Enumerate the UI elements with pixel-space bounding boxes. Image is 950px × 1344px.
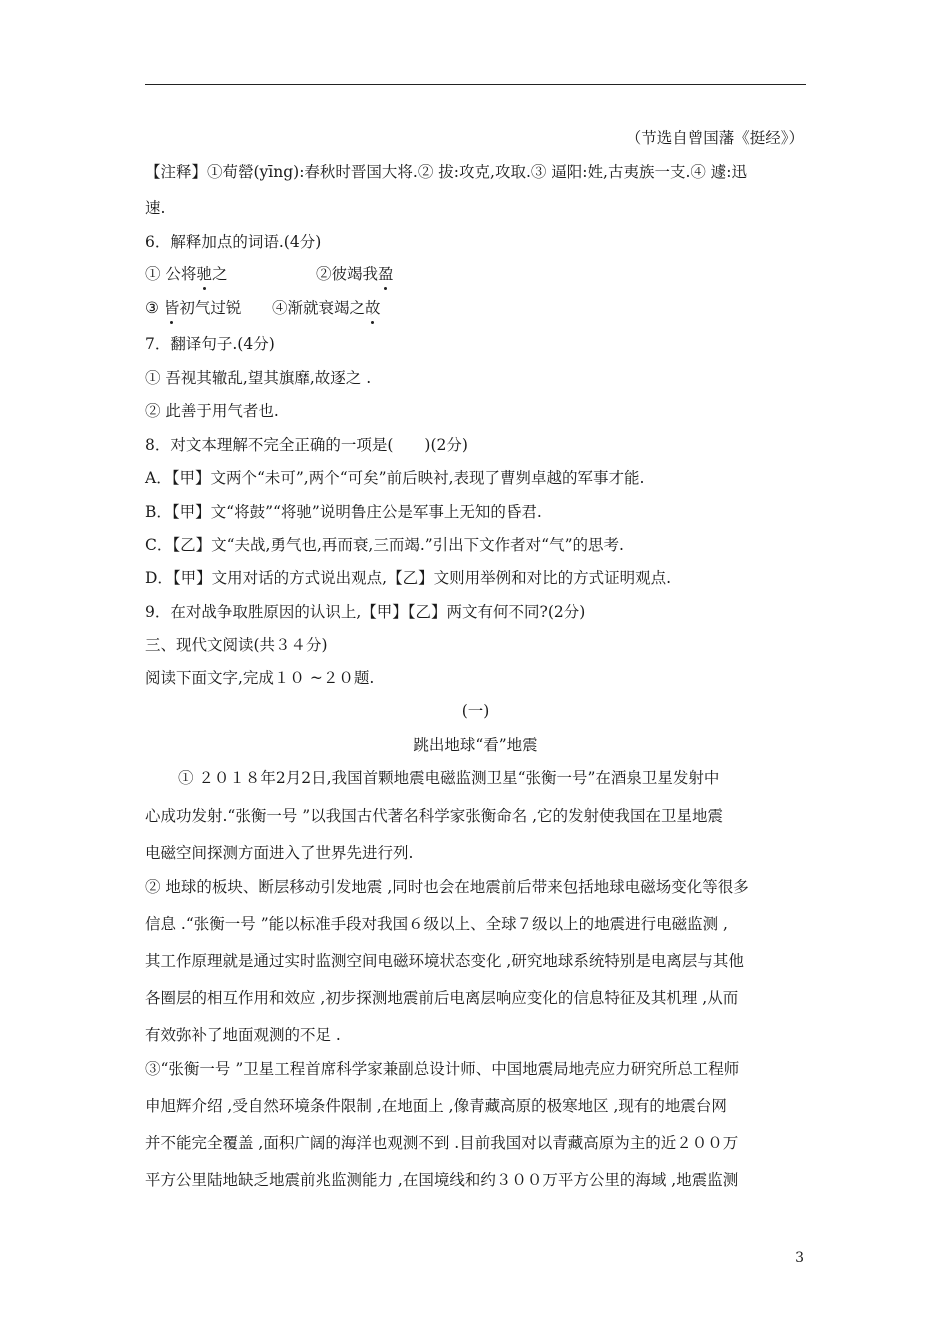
q6-item-1-pre: ① 公将 [145,265,197,283]
paragraph-line: 有效弥补了地面观测的不足 . [145,1026,341,1044]
q6-item-3-dotted-word: 皆 [163,299,180,317]
paragraph-line: 信息 .“张衡一号 ”能以标准手段对我国６级以上、全球７级以上的地震进行电磁监测 , [145,915,728,933]
paragraph-line: 各圈层的相互作用和效应 ,初步探测地震前后电离层响应变化的信息特征及其机理 ,从而 [145,989,739,1007]
question-6-stem: 6．解释加点的词语.(4分) [145,233,322,251]
paragraph-line: 其工作原理就是通过实时监测空间电磁环境状态变化 ,研究地球系统特别是电离层与其他 [145,952,744,970]
header-rule [145,84,806,85]
question-8-stem: 8．对文本理解不完全正确的一项是( )(2分) [145,436,468,454]
q6-item-2-pre: ②彼竭我 [316,265,379,283]
source-citation: （节选自曾国藩《挺经》） [625,129,804,147]
page-number: 3 [795,1250,804,1266]
notes-line-2: 速. [145,199,166,217]
question-8-option-d: D．【甲】文用对话的方式说出观点,【乙】文则用举例和对比的方式证明观点. [145,569,672,587]
paragraph-line: ② 地球的板块、断层移动引发地震 ,同时也会在地震前后带来包括地球电磁场变化等很多 [145,878,749,896]
q6-item-2-dotted-word: 盈 [378,265,394,283]
question-8-option-a: A．【甲】文两个“未可”,两个“可矣”前后映衬,表现了曹刿卓越的军事才能. [145,469,645,487]
q6-item-1-dotted-word: 驰 [196,265,212,283]
question-6-item-1 [145,264,227,284]
paragraph-line: ③“张衡一号 ”卫星工程首席科学家兼副总设计师、中国地震局地壳应力研究所总工程师 [145,1060,740,1078]
question-7-stem: 7．翻译句子.(4分) [145,335,275,353]
q6-item-3-pre: ③ [145,299,164,317]
article-title: 跳出地球“看”地震 [413,736,538,754]
paragraph-line: 并不能完全覆盖 ,面积广阔的海洋也观测不到 .目前我国对以青藏高原为主的近２００万 [145,1134,739,1152]
question-9-stem: 9．在对战争取胜原因的认识上,【甲】【乙】两文有何不同?(2分) [145,603,586,621]
part-label: (一) [461,702,490,720]
question-6-item-4 [272,298,381,318]
question-8-option-b: B．【甲】文“将鼓”“将驰”说明鲁庄公是军事上无知的昏君. [145,503,542,521]
q6-item-4-pre: ④渐就衰竭之 [272,299,366,317]
paragraph-line: ① ２０１８年2月2日,我国首颗地震电磁监测卫星“张衡一号”在酒泉卫星发射中 [178,769,720,787]
question-6-item-3 [145,298,241,318]
question-7-sentence-2: ② 此善于用气者也. [145,402,279,420]
q6-item-4-dotted-word: 故 [365,299,381,317]
paragraph-line: 心成功发射.“张衡一号 ”以我国古代著名科学家张衡命名 ,它的发射使我国在卫星地震 [145,807,724,825]
q6-item-1-post: 之 [211,265,228,283]
section-3-title: 三、现代文阅读(共３４分) [145,636,328,654]
paragraph-line: 平方公里陆地缺乏地震前兆监测能力 ,在国境线和约３００万平方公里的海域 ,地震监测 [145,1171,739,1189]
paragraph-line: 申旭辉介绍 ,受自然环境条件限制 ,在地面上 ,像青藏高原的极寒地区 ,现有的地震台网 [145,1097,727,1115]
q6-item-3-post: 初气过锐 [179,299,242,317]
paragraph-line: 电磁空间探测方面进入了世界先进行列. [145,844,414,862]
section-3-instruction: 阅读下面文字,完成１０ ~２０题. [145,669,375,687]
question-6-item-2 [316,264,394,284]
question-7-sentence-1: ① 吾视其辙乱,望其旗靡,故逐之 . [145,369,372,387]
notes-line-1: 【注释】①荀罃(yīng):春秋时晋国大将.② 拔:攻克,攻取.③ 逼阳:姓,古夷族一支.④ 遽:迅 [145,163,748,181]
question-8-option-c: C．【乙】文“夫战,勇气也,再而衰,三而竭.”引出下文作者对“气”的思考. [145,536,624,554]
